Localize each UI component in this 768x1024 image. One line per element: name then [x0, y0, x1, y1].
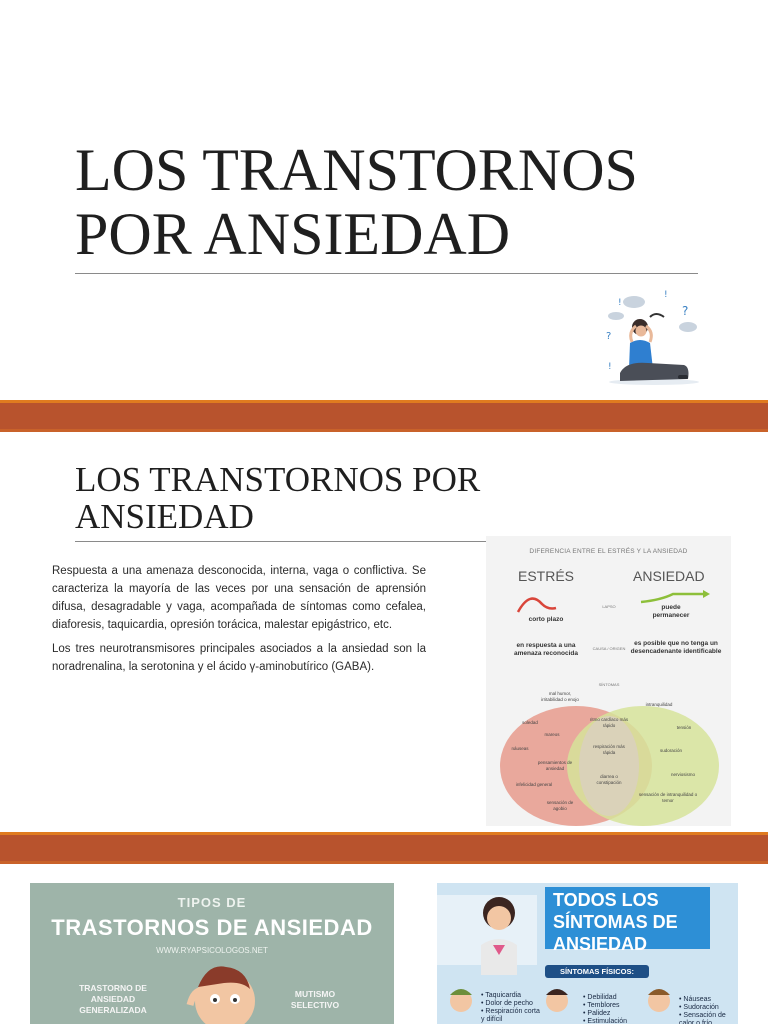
symptoms-column-1 — [481, 992, 545, 1024]
shared-symptom: respiración más rápida — [593, 744, 625, 755]
svg-text:!: ! — [608, 362, 612, 372]
symptoms-label: SÍNTOMAS — [598, 682, 620, 687]
svg-text:?: ? — [682, 304, 689, 318]
anxiety-symptoms-image — [437, 883, 738, 1024]
anxiety-cause: es posible que no tenga un desencadenante identificable — [630, 640, 722, 655]
types-item-right: MUTISMO SELECTIVO — [290, 989, 340, 1010]
anxiety-heading: ANSIEDAD — [633, 568, 705, 584]
anxiety-symptom: intranquilidad — [645, 702, 673, 707]
infographic-caption: DIFERENCIA ENTRE EL ESTRÉS Y LA ANSIEDAD — [529, 548, 688, 555]
types-title: TRASTORNOS DE ANSIEDAD — [51, 915, 373, 940]
symptom-item: • Debilidad — [583, 994, 617, 1001]
stress-symptom: sensación de agobio — [546, 800, 574, 811]
anxious-woman-illustration — [594, 287, 704, 387]
heading-divider — [75, 541, 495, 542]
types-item-left: TRASTORNO DE ANSIEDAD GENERALIZADA — [79, 983, 147, 1015]
stress-symptom: pensamientos de ansiedad — [537, 760, 573, 771]
anxiety-symptom: nerviosismo — [670, 772, 695, 777]
stress-duration: corto plazo — [528, 616, 564, 623]
symptom-item: y difícil — [481, 1016, 503, 1023]
symptom-item: • Sensación de — [679, 1012, 726, 1019]
symptom-item: • Estimulación — [583, 1018, 628, 1024]
symptom-item: • Dolor de pecho — [481, 1000, 533, 1007]
symptom-item: • Sudoración — [679, 1004, 719, 1011]
stress-cause: en respuesta a una amenaza reconocida — [514, 642, 578, 657]
svg-text:!: ! — [664, 290, 668, 300]
symptom-item: • Temblores — [583, 1002, 620, 1009]
symptoms-title: TODOS LOS SÍNTOMAS DE ANSIEDAD — [553, 890, 678, 954]
paragraph-definition: Respuesta a una amenaza desconocida, interna, vaga o conflictiva. Se caracteriza la mayoría de las veces por una sensación de aprensión difusa, desagradable y vaga, acompañada de síntomas como cefalea, diaforesis, taquicardia, opresión torácica, malestar epigástrico, etc. — [52, 565, 426, 631]
stress-symptom: náuseas — [511, 746, 529, 751]
duration-label: LAPSO — [602, 604, 616, 609]
svg-text:?: ? — [606, 331, 612, 342]
shared-symptom: diarrea o constipación — [596, 774, 622, 785]
symptoms-column-2 — [583, 994, 645, 1024]
slide-title: LOS TRANSTORNOS POR ANSIEDAD — [75, 137, 638, 267]
stress-symptom: mareos — [544, 732, 560, 737]
anxiety-symptom: tensión — [676, 725, 692, 730]
svg-text:!: ! — [618, 298, 622, 308]
stress-symptom: mal humor, irritabilidad o enojo — [541, 691, 579, 702]
types-kicker: TIPOS DE — [177, 895, 247, 910]
anxiety-symptom: sensación de intranquilidad o temor — [638, 792, 698, 803]
physical-symptoms-label: SÍNTOMAS FÍSICOS: — [559, 967, 635, 976]
stress-vs-anxiety-infographic — [486, 536, 731, 826]
symptom-item: calor o frío — [679, 1020, 713, 1024]
symptom-item: • Palidez — [583, 1010, 611, 1017]
title-divider — [75, 273, 698, 274]
symptom-item: • Taquicardia — [481, 992, 522, 999]
anxiety-types-image — [30, 883, 394, 1024]
symptom-item: • Náuseas — [679, 996, 712, 1003]
cause-label: CAUSA / ORIGEN — [592, 646, 626, 651]
section-divider-band — [0, 400, 768, 432]
slide-heading: LOS TRANSTORNOS POR ANSIEDAD — [75, 460, 481, 536]
anxiety-duration: puede permanecer — [652, 604, 690, 619]
paragraph-neurotransmitters: Los tres neurotransmisores principales asociados a la ansiedad son la noradrenalina, la serotonina y el ácido γ-aminobutírico (GABA). — [52, 643, 426, 673]
stress-symptom: soledad — [522, 720, 538, 725]
slide-body-text — [52, 562, 426, 682]
symptoms-column-3 — [679, 996, 737, 1024]
stress-symptom: infelicidad general — [515, 782, 553, 787]
title-slide — [0, 0, 768, 400]
worried-person-illustration — [180, 941, 270, 1024]
types-url: WWW.RYAPSICOLOGOS.NET — [156, 946, 268, 955]
symptom-item: • Respiración corta — [481, 1008, 540, 1015]
section-divider-band — [0, 832, 768, 864]
anxiety-symptom: sudoración — [659, 748, 682, 753]
stress-heading: ESTRÉS — [518, 568, 575, 584]
shared-symptom: ritmo cardíaco más rápido — [589, 717, 629, 728]
